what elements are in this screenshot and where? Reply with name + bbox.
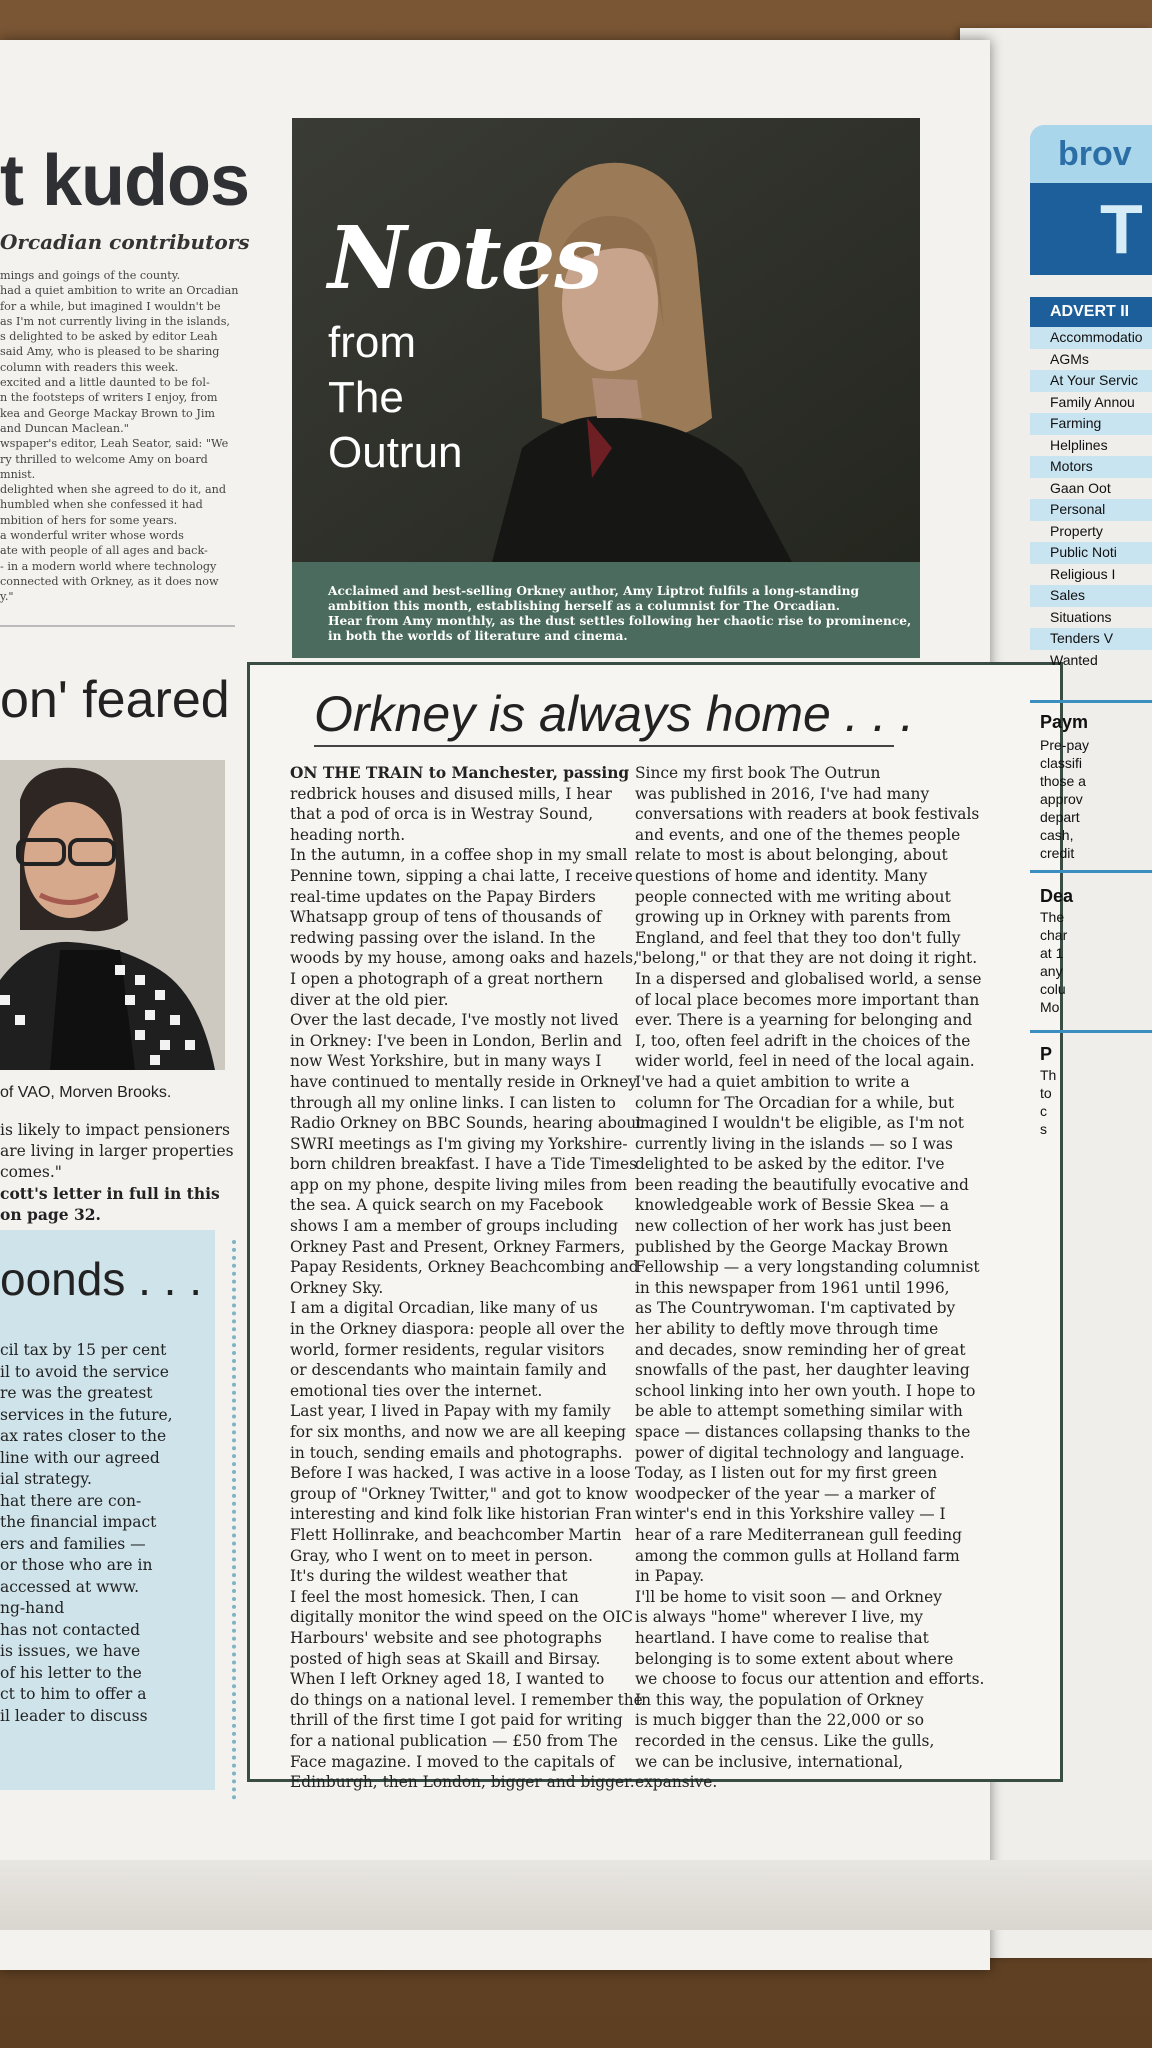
text-line: cash,: [1040, 827, 1074, 843]
column-title-line: from: [328, 318, 416, 367]
article-line: in Papay.: [635, 1567, 705, 1586]
notes-rule: [1030, 700, 1152, 703]
article-line: Pennine town, sipping a chai latte, I receive: [290, 866, 633, 885]
advert-index-item: Public Noti: [1030, 542, 1152, 564]
text-line: c: [1040, 1103, 1047, 1119]
article-line: Edinburgh, then London, bigger and bigger.: [290, 1773, 635, 1792]
text-line: at 1: [1040, 945, 1064, 961]
payment-heading: Paym: [1040, 712, 1089, 732]
text-line: wspaper's editor, Leah Seator, said: "We: [0, 437, 229, 451]
article-line: world, former residents, regular visitors: [290, 1340, 605, 1359]
advert-index-item: At Your Servic: [1030, 370, 1152, 392]
article-line: Flett Hollinrake, and beachcomber Martin: [290, 1525, 622, 1544]
article-line: in Orkney: I've been in London, Berlin and: [290, 1031, 623, 1050]
article-line: When I left Orkney aged 18, I wanted to: [290, 1670, 605, 1689]
text-line: any: [1040, 963, 1063, 979]
article-line: as The Countrywoman. I'm captivated by: [635, 1299, 956, 1318]
text-line: ial strategy.: [0, 1470, 92, 1488]
article-line: ever. There is a yearning for belonging and: [635, 1011, 973, 1030]
article-line: England, and feel that they too don't fully: [635, 928, 961, 947]
advert-index-item: Farming: [1030, 413, 1152, 435]
article-line: I open a photograph of a great northern: [290, 969, 604, 988]
advert-index-item: Religious I: [1050, 565, 1116, 582]
text-line: ax rates closer to the: [0, 1427, 167, 1445]
text-line: char: [1040, 927, 1068, 943]
article-line: people connected with me writing about: [635, 887, 951, 906]
article-line: expansive.: [635, 1773, 718, 1792]
article-line: I feel the most homesick. Then, I can: [290, 1587, 579, 1606]
article-line: Since my first book The Outrun: [635, 764, 881, 782]
text-line: cil tax by 15 per cent: [0, 1341, 167, 1359]
advert-index-list: [1030, 327, 1152, 671]
article-line: winter's end in this Yorkshire valley — I: [635, 1505, 946, 1524]
text-line: Th: [1040, 1067, 1057, 1083]
standfirst-line: Hear from Amy monthly, as the dust settles following her chaotic rise to prominence,: [328, 614, 912, 628]
article-line: Gray, who I went on to meet in person.: [290, 1546, 594, 1565]
article-line: Radio Orkney on BBC Sounds, hearing about: [290, 1114, 643, 1133]
article-line: SWRI meetings as I'm giving my Yorkshire-: [290, 1134, 628, 1153]
kudos-headline: t kudos: [0, 141, 250, 221]
text-line: s delighted to be asked by editor Leah: [0, 330, 218, 344]
article-line: Over the last decade, I've mostly not lived: [290, 1011, 619, 1030]
article-line: hear of a rare Mediterranean gull feeding: [635, 1525, 963, 1544]
feared-headline: on' feared: [0, 671, 230, 729]
article-line: in this newspaper from 1961 until 1996,: [635, 1278, 950, 1297]
article-line: I'll be home to visit soon — and Orkney: [635, 1587, 942, 1606]
advert-index-item: AGMs: [1050, 350, 1089, 367]
article-line: Fellowship — a very longstanding columnist: [635, 1258, 980, 1277]
article-line: digitally monitor the wind speed on the OIC: [290, 1608, 633, 1627]
ponds-boxout: [0, 1230, 215, 1790]
article-line: ON THE TRAIN to Manchester, passing: [290, 764, 630, 782]
article-line: belonging is to some extent about where: [635, 1649, 954, 1668]
text-line: and Duncan Maclean.": [0, 421, 129, 435]
advert-index-item: Sales: [1030, 585, 1152, 607]
text-line: or those who are in: [0, 1556, 153, 1574]
article-line: Whatsapp group of tens of thousands of: [290, 908, 602, 927]
column-title-line: Outrun: [328, 428, 463, 477]
brows-banner: brov: [1030, 125, 1152, 183]
text-line: ct to him to offer a: [0, 1685, 147, 1703]
p-heading: P: [1040, 1044, 1053, 1064]
article-line: been reading the beautifully evocative and: [635, 1175, 969, 1194]
article-line: school linking into her own youth. I hope to: [635, 1381, 976, 1400]
section-divider: [0, 625, 235, 627]
text-line: mings and goings of the county.: [0, 269, 181, 282]
text-line: cott's letter in full in this: [0, 1184, 220, 1203]
article-line: for a national publication — £50 from The: [290, 1731, 618, 1750]
text-line: hat there are con-: [0, 1491, 142, 1510]
article-line: interesting and kind folk like historian Fran: [290, 1505, 632, 1524]
advert-index-item: Gaan Oot: [1050, 479, 1111, 496]
text-line: services in the future,: [0, 1405, 173, 1424]
advert-index-item: Property: [1050, 522, 1103, 539]
text-line: mnist.: [0, 467, 36, 481]
paper-bottom-edge: [0, 1860, 1152, 1930]
article-line: or descendants who maintain family and: [290, 1361, 607, 1380]
kudos-subhead: Orcadian contributors: [0, 230, 250, 254]
article-line: recorded in the census. Like the gulls,: [635, 1731, 935, 1750]
article-line: posted of high seas at Skaill and Birsay.: [290, 1649, 601, 1668]
text-line: the financial impact: [0, 1513, 157, 1531]
article-line: is always "home" wherever I live, my: [635, 1608, 923, 1627]
article-line: Face magazine. I moved to the capitals of: [290, 1752, 615, 1771]
article-line: currently living in the islands — so I was: [635, 1134, 953, 1153]
text-line: classifi: [1040, 755, 1083, 771]
payment-text: [1040, 736, 1089, 862]
advert-index-header: ADVERT II: [1030, 297, 1152, 327]
text-line: y.": [0, 590, 14, 604]
text-line: is issues, we have: [0, 1642, 141, 1660]
text-line: ry thrilled to welcome Amy on board: [0, 452, 208, 466]
article-line: questions of home and identity. Many: [635, 866, 928, 885]
ponds-body-text: [0, 1340, 215, 1727]
article-line: is much bigger than the 22,000 or so: [635, 1711, 925, 1730]
advert-index-item: Tenders V: [1030, 628, 1152, 650]
article-line: through all my online links. I can listen to: [290, 1093, 616, 1112]
article-line: Orkney Sky.: [290, 1278, 384, 1297]
article-line: new collection of her work has just been: [635, 1217, 952, 1236]
article-line: Orkney Past and Present, Orkney Farmers,: [290, 1237, 626, 1256]
article-line: real-time updates on the Papay Birders: [290, 887, 596, 906]
article-line: In a dispersed and globalised world, a sense: [635, 969, 982, 988]
text-line: line with our agreed: [0, 1448, 160, 1467]
left-column: [0, 40, 270, 1800]
text-line: is likely to impact pensioners: [0, 1121, 230, 1139]
article-line: born children breakfast. I have a Tide Times: [290, 1155, 637, 1174]
contributor-photo: [0, 760, 225, 1070]
article-headline: Orkney is always home . . .: [314, 686, 915, 742]
article-line: in touch, sending emails and photographs.: [290, 1443, 623, 1462]
text-line: a wonderful writer whose words: [0, 529, 184, 543]
column-title: Notes: [328, 208, 602, 309]
article-line: app on my phone, despite living miles from: [290, 1175, 628, 1194]
text-line: The: [1040, 909, 1065, 925]
article-line: "belong," or that they are not doing it right.: [635, 949, 978, 968]
advert-index-item: Motors: [1030, 456, 1152, 478]
article-line: I've had a quiet ambition to write a: [635, 1072, 910, 1091]
article-line: published by the George Mackay Brown: [635, 1237, 949, 1256]
article-line: knowledgeable work of Bessie Skea — a: [635, 1196, 949, 1215]
notes-rule: [1030, 1030, 1152, 1033]
headline-rule: [314, 745, 894, 747]
article-line: of local place becomes more important than: [635, 990, 980, 1009]
text-line: those a: [1040, 773, 1086, 789]
article-line: have continued to mentally reside in Orkney: [290, 1072, 637, 1091]
text-line: comes.": [0, 1163, 62, 1181]
article-line: among the common gulls at Holland farm: [635, 1546, 960, 1565]
text-line: for a while, but imagined I wouldn't be: [0, 299, 221, 313]
text-line: are living in larger properties: [0, 1142, 234, 1160]
article-column-1: [290, 763, 643, 1793]
text-line: depart: [1040, 809, 1080, 825]
article-line: In the autumn, in a coffee shop in my small: [290, 846, 628, 865]
article-line: the sea. A quick search on my Facebook: [290, 1196, 604, 1215]
article-box: [247, 662, 1063, 1792]
dotted-column-rule: [232, 1240, 236, 1800]
text-line: as I'm not currently living in the islands,: [0, 314, 230, 328]
text-line: mbition of hers for some years.: [0, 513, 178, 527]
article-line: column for The Orcadian for a while, but: [635, 1093, 955, 1112]
text-line: Pre-pay: [1040, 737, 1090, 753]
article-line: Today, as I listen out for my first green: [635, 1464, 938, 1483]
standfirst-line: Acclaimed and best-selling Orkney author, Amy Liptrot fulfils a long-standing: [328, 584, 860, 598]
article-line: redwing passing over the island. In the: [290, 928, 596, 947]
brows-letter: T: [1100, 190, 1143, 268]
article-line: thrill of the first time I got paid for writing: [290, 1711, 623, 1730]
right-notes: [1030, 700, 1152, 1200]
article-line: woodpecker of the year — a marker of: [635, 1484, 936, 1503]
article-line: Papay Residents, Orkney Beachcombing and: [290, 1258, 639, 1277]
text-line: il to avoid the service: [0, 1362, 169, 1381]
article-line: in the Orkney diaspora: people all over the: [290, 1320, 625, 1339]
article-line: diver at the old pier.: [290, 990, 449, 1009]
deadline-heading: Dea: [1040, 886, 1074, 906]
article-line: I am a digital Orcadian, like many of us: [290, 1299, 598, 1318]
article-line: do things on a national level. I remember the: [290, 1690, 643, 1709]
text-line: delighted when she agreed to do it, and: [0, 483, 227, 497]
text-line: ng-hand: [0, 1599, 65, 1617]
article-line: growing up in Orkney with parents from: [635, 908, 951, 927]
article-line: I, too, often feel adrift in the choices of the: [635, 1031, 971, 1050]
text-line: connected with Orkney, as it does now: [0, 574, 219, 588]
article-line: we choose to focus our attention and efforts.: [635, 1670, 985, 1689]
article-line: It's during the wildest weather that: [290, 1567, 568, 1586]
advert-index-item: Wanted: [1050, 651, 1098, 668]
text-line: to: [1040, 1085, 1052, 1101]
text-line: said Amy, who is pleased to be sharing: [0, 345, 220, 359]
standfirst-line: ambition this month, establishing herself as a columnist for The Orcadian.: [328, 599, 840, 613]
article-line: heading north.: [290, 825, 406, 844]
advert-index-item: Family Annou: [1050, 393, 1135, 410]
text-line: excited and a little daunted to be fol-: [0, 376, 210, 390]
article-line: and decades, snow reminding her of great: [635, 1340, 966, 1359]
photo-caption: of VAO, Morven Brooks.: [0, 1084, 172, 1101]
text-line: credit: [1040, 845, 1075, 861]
text-line: on page 32.: [0, 1205, 101, 1224]
article-line: now West Yorkshire, but in many ways I: [290, 1052, 602, 1071]
article-line: heartland. I have come to realise that: [635, 1628, 929, 1647]
advert-index-item: Personal: [1030, 499, 1152, 521]
text-line: colu: [1040, 981, 1066, 997]
p-text: [1040, 1066, 1056, 1138]
article-column-2: [635, 763, 985, 1793]
feature-standfirst: [292, 562, 920, 658]
text-line: column with readers this week.: [0, 360, 179, 374]
text-line: had a quiet ambition to write an Orcadian: [0, 284, 239, 298]
article-line: redbrick houses and disused mills, I hear: [290, 784, 612, 803]
article-line: and events, and one of the themes people: [635, 825, 961, 844]
article-line: shows I am a member of groups including: [290, 1217, 618, 1236]
ponds-headline: oonds . . .: [0, 1253, 203, 1305]
article-line: delighted to be asked by the editor. I've: [635, 1155, 945, 1174]
text-line: of his letter to the: [0, 1663, 142, 1682]
article-line: group of "Orkney Twitter," and got to know: [290, 1484, 628, 1503]
article-line: In this way, the population of Orkney: [635, 1690, 924, 1709]
text-line: humbled when she confessed it had: [0, 498, 203, 512]
article-line: imagined I wouldn't be eligible, as I'm not: [635, 1114, 964, 1133]
article-line: her ability to deftly move through time: [635, 1320, 939, 1339]
article-line: wider world, feel in need of the local again.: [635, 1052, 975, 1071]
column-title-line: The: [328, 373, 404, 422]
article-line: space — distances collapsing thanks to the: [635, 1423, 971, 1441]
text-line: ers and families —: [0, 1534, 146, 1553]
article-line: was published in 2016, I've had many: [635, 784, 930, 803]
article-line: power of digital technology and language.: [635, 1443, 965, 1462]
advert-index-item: Situations: [1050, 608, 1112, 625]
text-line: n the footsteps of writers I enjoy, from: [0, 391, 218, 405]
article-line: conversations with readers at book festivals: [635, 805, 980, 824]
text-line: ate with people of all ages and back-: [0, 544, 208, 558]
article-line: Last year, I lived in Papay with my family: [290, 1402, 611, 1421]
text-line: has not contacted: [0, 1620, 141, 1639]
article-line: woods by my house, among oaks and hazels,: [290, 949, 638, 968]
text-line: il leader to discuss: [0, 1706, 148, 1725]
notes-rule: [1030, 870, 1152, 873]
article-line: be able to attempt something similar with: [635, 1402, 963, 1421]
article-line: emotional ties over the internet.: [290, 1381, 543, 1400]
advert-index-item: Helplines: [1050, 436, 1108, 453]
article-line: snowfalls of the past, her daughter leaving: [635, 1361, 970, 1380]
text-line: s: [1040, 1121, 1047, 1137]
text-line: re was the greatest: [0, 1384, 153, 1402]
deadline-text: [1040, 908, 1067, 1016]
text-line: Mo: [1040, 999, 1060, 1015]
kudos-body-text: [0, 268, 268, 605]
text-line: kea and George Mackay Brown to Jim: [0, 406, 216, 420]
article-line: relate to most is about belonging, about: [635, 846, 948, 865]
article-line: Harbours' website and see photographs: [290, 1628, 602, 1647]
article-line: that a pod of orca is in Westray Sound,: [290, 805, 594, 824]
article-line: Before I was hacked, I was active in a loose: [290, 1464, 631, 1483]
article-line: we can be inclusive, international,: [635, 1752, 904, 1771]
feared-body-text: [0, 1120, 265, 1225]
advert-index-item: Accommodatio: [1030, 327, 1152, 349]
feature-hero-image: [292, 118, 920, 562]
text-line: accessed at www.: [0, 1577, 139, 1596]
standfirst-line: in both the worlds of literature and cinema.: [328, 629, 628, 643]
article-line: for six months, and now we are all keeping: [290, 1423, 626, 1441]
text-line: - in a modern world where technology: [0, 559, 217, 573]
advert-index: [1030, 125, 1152, 685]
text-line: approv: [1040, 791, 1083, 807]
